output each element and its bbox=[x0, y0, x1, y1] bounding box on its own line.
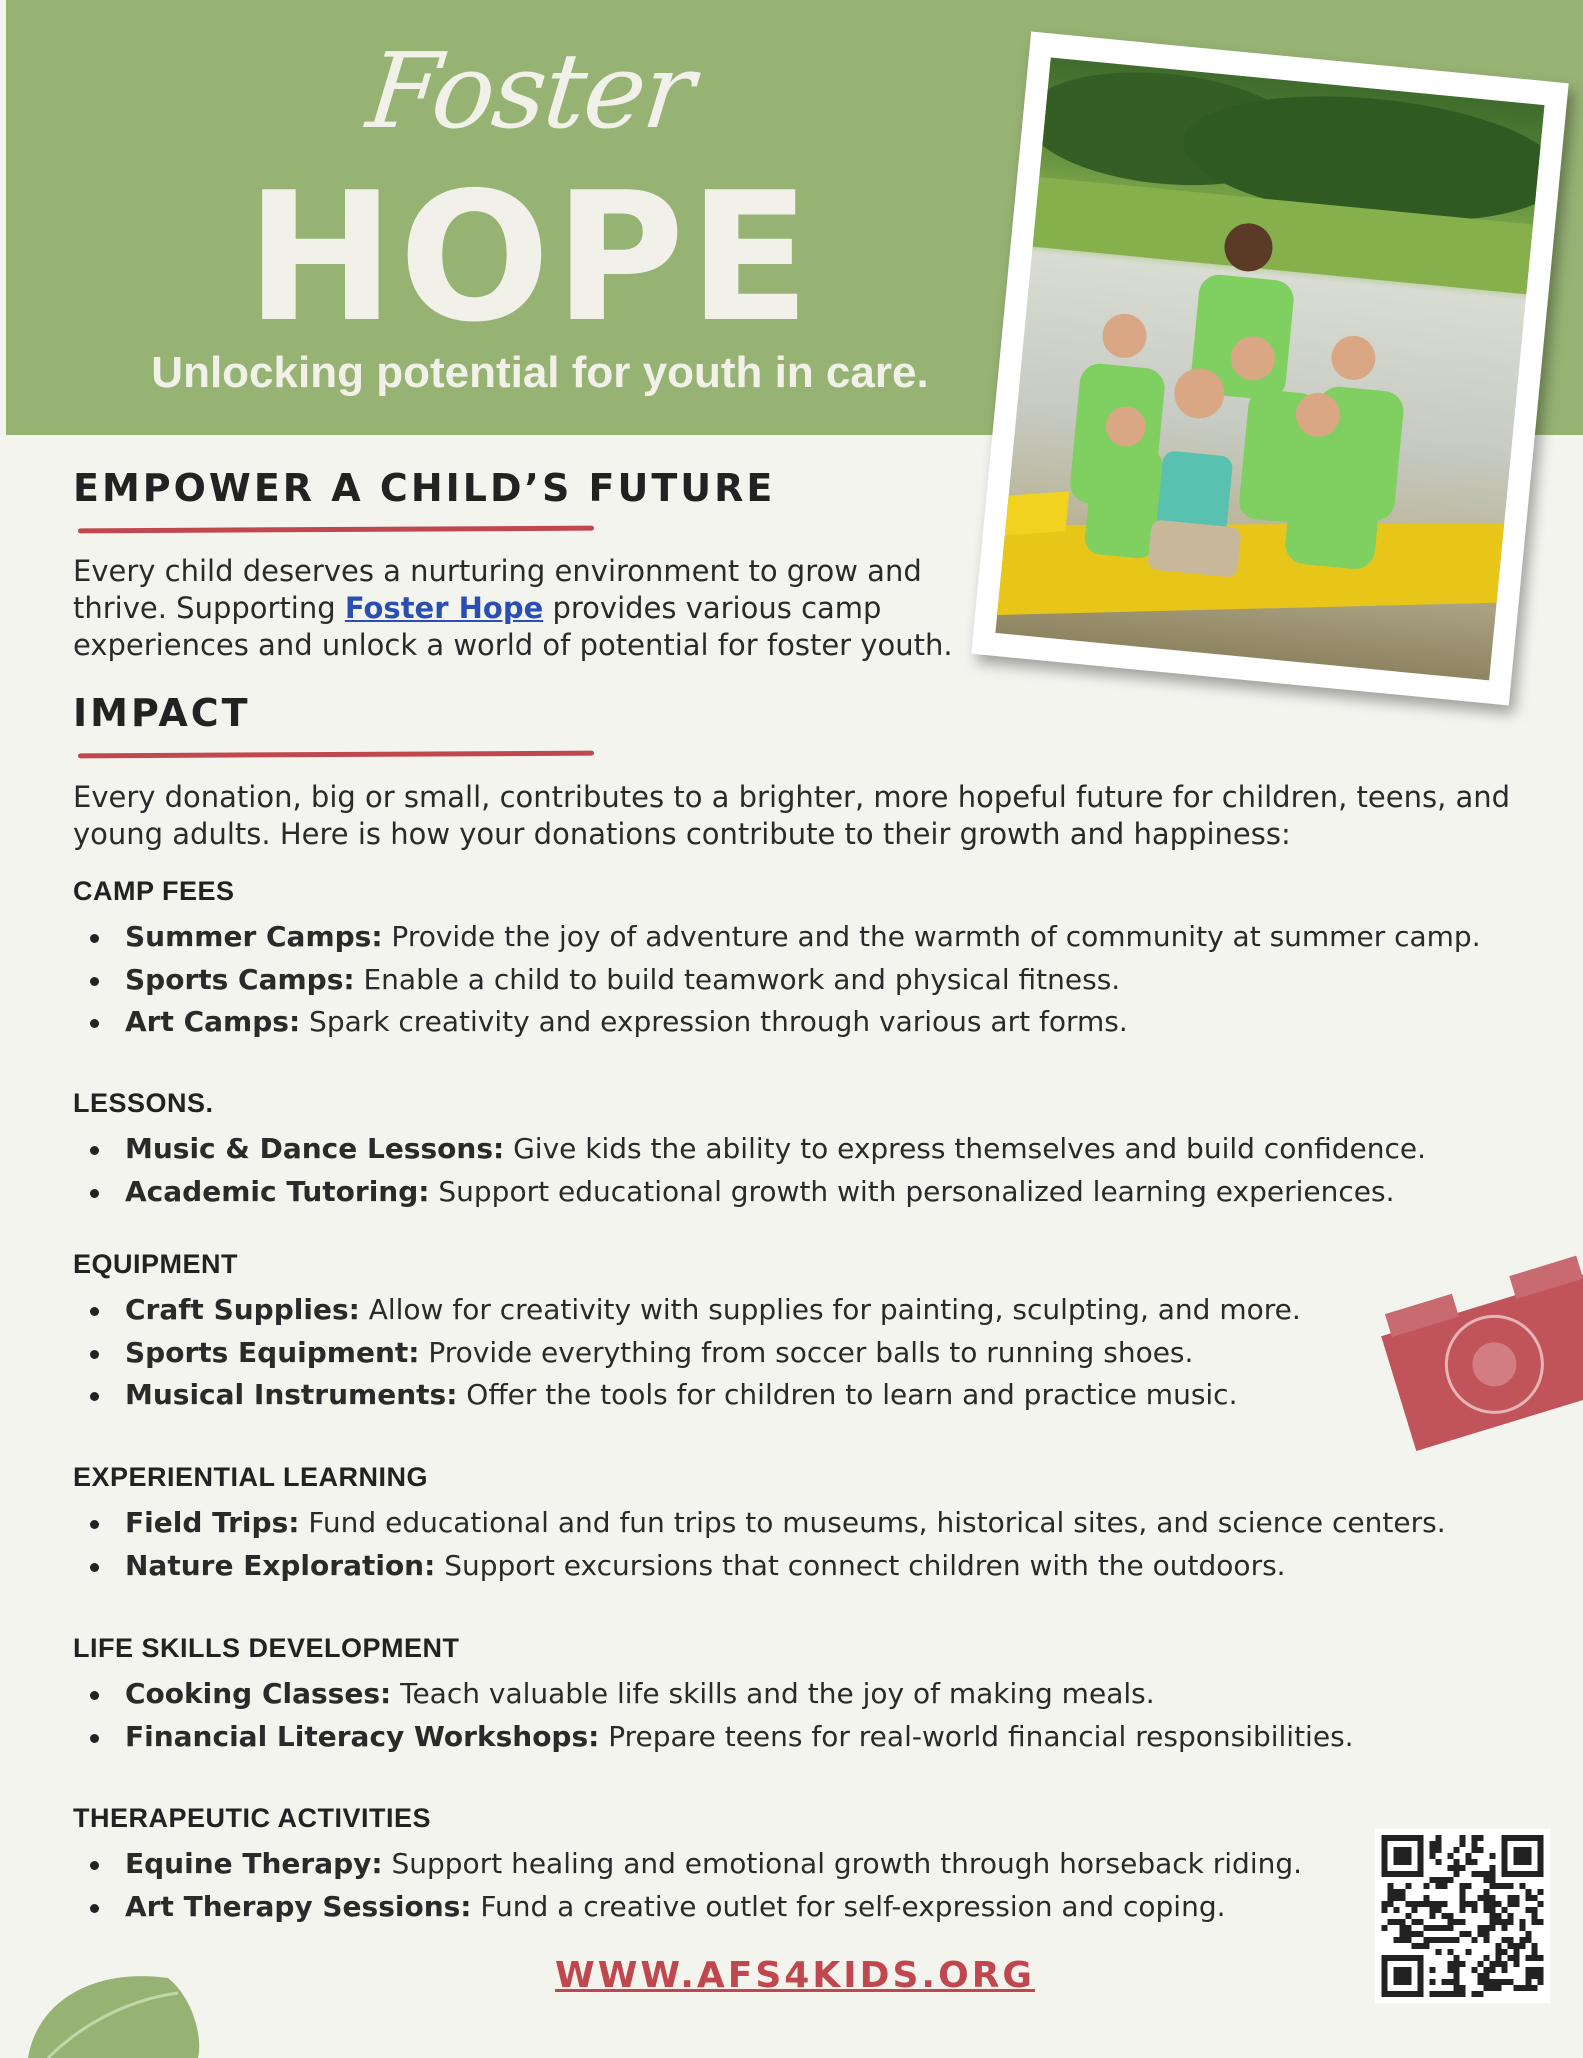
website-link[interactable]: WWW.AFS4KIDS.ORG bbox=[555, 1955, 1035, 1996]
item-text: Fund a creative outlet for self-expression and coping. bbox=[471, 1889, 1226, 1923]
empower-line-1: Every child deserves a nurturing environment to grow and bbox=[73, 554, 922, 588]
item-label: Sports Equipment: bbox=[125, 1335, 420, 1369]
camera-icon bbox=[1370, 1245, 1583, 1455]
photo-frame bbox=[971, 32, 1568, 706]
list-item bbox=[86, 1171, 1426, 1214]
item-label: Art Camps: bbox=[125, 1005, 301, 1038]
section-title: CAMP FEES bbox=[73, 876, 235, 906]
item-text: Allow for creativity with supplies for painting, sculpting, and more. bbox=[359, 1293, 1301, 1326]
item-text: Enable a child to build teamwork and physical fitness. bbox=[354, 962, 1121, 996]
list-item bbox=[86, 1843, 1302, 1886]
item-text: Provide everything from soccer balls to running shoes. bbox=[419, 1335, 1194, 1369]
foster-hope-link[interactable]: Foster Hope bbox=[344, 591, 544, 625]
list-item bbox=[86, 916, 1481, 959]
item-label: Summer Camps: bbox=[125, 920, 383, 953]
item-text: Support healing and emotional growth through horseback riding. bbox=[382, 1847, 1303, 1880]
list-item bbox=[86, 959, 1481, 1002]
list-item bbox=[86, 1502, 1446, 1545]
item-text: Fund educational and fun trips to museums, historical sites, and science centers. bbox=[299, 1506, 1446, 1539]
list-item bbox=[86, 1673, 1354, 1716]
section-list bbox=[86, 1673, 1354, 1758]
impact-underline bbox=[78, 751, 594, 759]
empower-line-2 bbox=[73, 590, 953, 627]
item-text: Spark creativity and expression through various art forms. bbox=[300, 1005, 1128, 1038]
item-label: Sports Camps: bbox=[125, 962, 355, 996]
item-label: Equine Therapy: bbox=[125, 1847, 383, 1880]
empower-paragraph bbox=[73, 553, 953, 664]
item-text: Provide the joy of adventure and the warmth of community at summer camp. bbox=[382, 920, 1481, 953]
title-script: Foster bbox=[361, 30, 699, 152]
list-item bbox=[86, 1545, 1446, 1588]
section-list bbox=[86, 1502, 1446, 1587]
list-item bbox=[86, 1289, 1301, 1332]
item-text: Prepare teens for real-world financial responsibilities. bbox=[599, 1719, 1354, 1753]
impact-line-1: Every donation, big or small, contributes to a brighter, more hopeful future for children, teens, and bbox=[73, 780, 1511, 814]
section-title: THERAPEUTIC ACTIVITIES bbox=[73, 1803, 432, 1833]
item-text: Teach valuable life skills and the joy of making meals. bbox=[391, 1677, 1155, 1710]
item-label: Cooking Classes: bbox=[125, 1677, 392, 1710]
list-item bbox=[86, 1001, 1481, 1044]
item-label: Financial Literacy Workshops: bbox=[125, 1719, 600, 1753]
item-text: Support educational growth with personalized learning experiences. bbox=[429, 1174, 1395, 1208]
empower-heading: EMPOWER A CHILD’S FUTURE bbox=[73, 466, 776, 510]
children-group-photo bbox=[995, 58, 1544, 681]
section-title: LIFE SKILLS DEVELOPMENT bbox=[73, 1633, 460, 1663]
section-list bbox=[86, 1843, 1302, 1928]
list-item bbox=[86, 1332, 1301, 1375]
qr-code[interactable] bbox=[1375, 1829, 1550, 2003]
tagline: Unlocking potential for youth in care. bbox=[151, 348, 929, 397]
item-label: Academic Tutoring: bbox=[125, 1174, 430, 1208]
list-item bbox=[86, 1374, 1301, 1417]
item-label: Field Trips: bbox=[125, 1506, 300, 1539]
section-title: EQUIPMENT bbox=[73, 1249, 239, 1279]
empower-underline bbox=[78, 526, 594, 534]
item-text: Support excursions that connect children with the outdoors. bbox=[435, 1548, 1286, 1582]
item-text: Offer the tools for children to learn and practice music. bbox=[457, 1378, 1238, 1411]
item-label: Craft Supplies: bbox=[125, 1293, 360, 1326]
empower-line-3: experiences and unlock a world of potential for foster youth. bbox=[73, 628, 953, 662]
list-item bbox=[86, 1716, 1354, 1759]
list-item bbox=[86, 1128, 1426, 1171]
section-list bbox=[86, 1128, 1426, 1213]
title-main: HOPE bbox=[245, 154, 815, 361]
text: provides various camp bbox=[543, 591, 882, 625]
leaf-decoration bbox=[18, 1958, 203, 2058]
impact-heading: IMPACT bbox=[73, 691, 251, 735]
item-label: Musical Instruments: bbox=[125, 1378, 458, 1411]
impact-line-2: young adults. Here is how your donations contribute to their growth and happiness: bbox=[73, 817, 1291, 851]
item-text: Give kids the ability to express themselves and build confidence. bbox=[504, 1132, 1426, 1165]
text: thrive. Supporting bbox=[73, 591, 345, 625]
item-label: Music & Dance Lessons: bbox=[125, 1132, 505, 1165]
item-label: Nature Exploration: bbox=[125, 1548, 436, 1582]
section-title: LESSONS. bbox=[73, 1088, 214, 1118]
section-list bbox=[86, 1289, 1301, 1417]
section-list bbox=[86, 916, 1481, 1044]
list-item bbox=[86, 1886, 1302, 1929]
item-label: Art Therapy Sessions: bbox=[125, 1889, 472, 1923]
section-title: EXPERIENTIAL LEARNING bbox=[73, 1462, 429, 1492]
impact-paragraph bbox=[73, 779, 1510, 853]
